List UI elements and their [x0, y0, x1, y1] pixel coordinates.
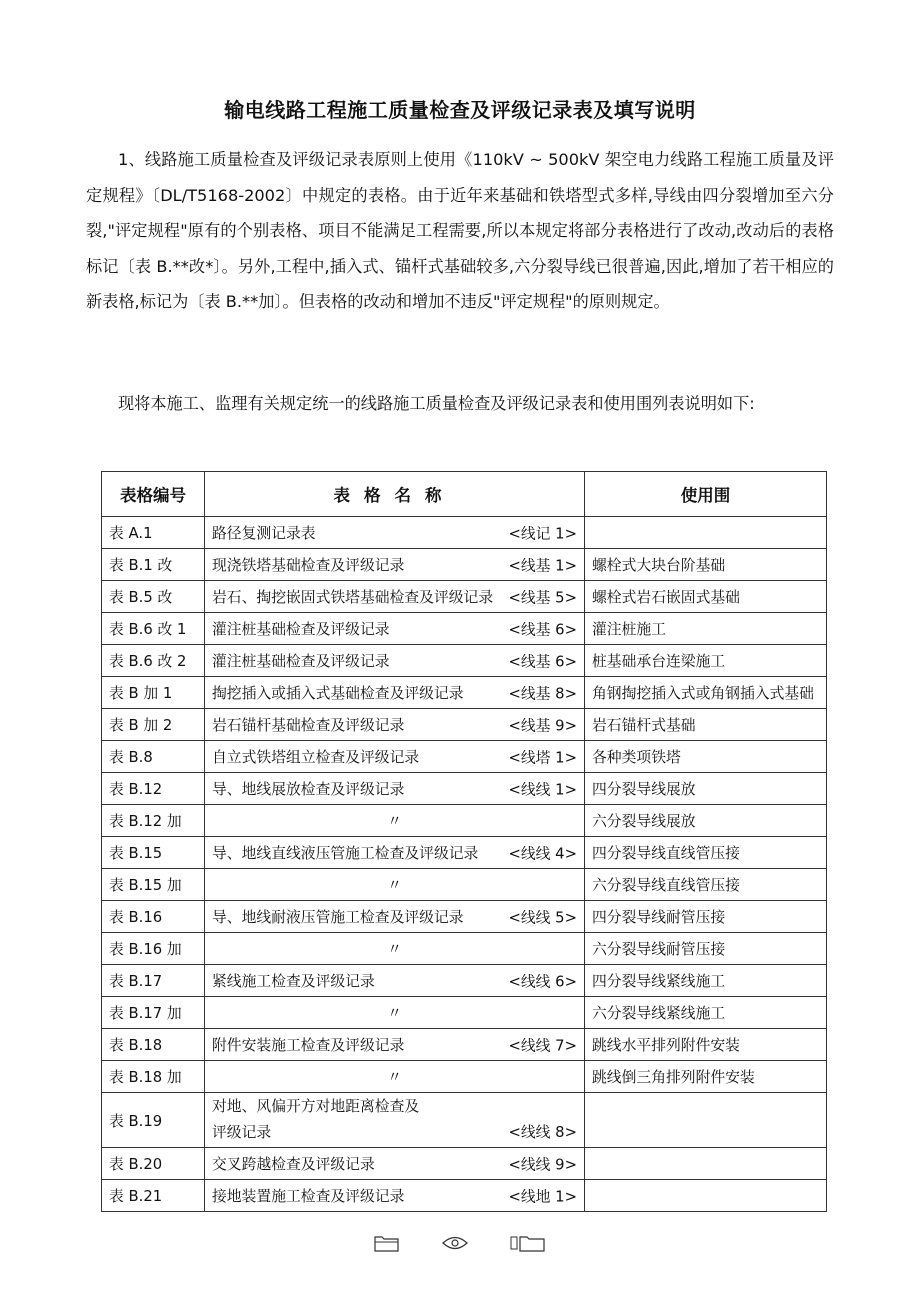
table-code-text: <线线 1> — [508, 781, 577, 798]
table-code-text: <线基 9> — [508, 717, 577, 734]
header-scope: 使用围 — [585, 472, 827, 517]
table-name-cell — [205, 805, 585, 837]
table-name-cell — [205, 773, 585, 805]
table-name-cell — [205, 1093, 585, 1148]
table-code-text: <线地 1> — [508, 1188, 577, 1205]
table-name-cell — [205, 549, 585, 581]
table-scope-cell — [585, 517, 827, 549]
table-name-text: 岩石、掏挖嵌固式铁塔基础检查及评级记录 — [212, 589, 494, 606]
table-scope-cell: 六分裂导线紧线施工 — [585, 997, 827, 1029]
table-scope-cell: 跳线倒三角排列附件安装 — [585, 1061, 827, 1093]
table-name-cell — [205, 869, 585, 901]
table-row — [102, 773, 827, 805]
table-name-text: 〃 — [387, 813, 402, 830]
header-table-name: 表格名称 — [205, 472, 585, 517]
table-number-cell: 表 B.16 — [102, 901, 205, 933]
table-row — [102, 517, 827, 549]
table-row — [102, 677, 827, 709]
table-scope-cell: 角钢掏挖插入式或角钢插入式基础 — [585, 677, 827, 709]
table-row — [102, 1148, 827, 1180]
table-scope-cell: 四分裂导线紧线施工 — [585, 965, 827, 997]
table-name-cell — [205, 933, 585, 965]
table-row — [102, 901, 827, 933]
table-scope-cell: 岩石锚杆式基础 — [585, 709, 827, 741]
table-number-cell: 表 B.18 加 — [102, 1061, 205, 1093]
table-row — [102, 869, 827, 901]
table-name-text: 附件安装施工检查及评级记录 — [212, 1037, 405, 1054]
table-row — [102, 837, 827, 869]
table-row — [102, 741, 827, 773]
table-name-cell — [205, 677, 585, 709]
table-scope-cell: 螺栓式大块台阶基础 — [585, 549, 827, 581]
table-scope-cell — [585, 1093, 827, 1148]
table-name-cell — [205, 517, 585, 549]
table-name-text: 现浇铁塔基础检查及评级记录 — [212, 557, 405, 574]
table-name-cell — [205, 645, 585, 677]
table-scope-cell: 跳线水平排列附件安装 — [585, 1029, 827, 1061]
record-table — [101, 471, 827, 1212]
table-name-cell — [205, 1180, 585, 1212]
table-number-cell: 表 B.19 — [102, 1093, 205, 1148]
table-name-cell — [205, 1148, 585, 1180]
header-table-number: 表格编号 — [102, 472, 205, 517]
table-row — [102, 1029, 827, 1061]
table-scope-cell: 六分裂导线直线管压接 — [585, 869, 827, 901]
table-number-cell: 表 A.1 — [102, 517, 205, 549]
table-number-cell: 表 B.5 改 — [102, 581, 205, 613]
table-row — [102, 1180, 827, 1212]
footer-icons — [0, 1234, 920, 1256]
table-scope-cell: 四分裂导线耐管压接 — [585, 901, 827, 933]
table-row — [102, 805, 827, 837]
table-name-text: 〃 — [387, 941, 402, 958]
table-row — [102, 613, 827, 645]
folder-icon — [374, 1237, 405, 1256]
table-number-cell: 表 B.12 加 — [102, 805, 205, 837]
table-scope-cell: 四分裂导线展放 — [585, 773, 827, 805]
table-number-cell: 表 B.1 改 — [102, 549, 205, 581]
eye-icon — [441, 1237, 474, 1256]
table-scope-cell: 六分裂导线耐管压接 — [585, 933, 827, 965]
table-row — [102, 581, 827, 613]
table-body — [102, 517, 827, 1212]
table-number-cell: 表 B 加 2 — [102, 709, 205, 741]
table-name-text: 交叉跨越检查及评级记录 — [212, 1156, 375, 1173]
table-name-cell — [205, 581, 585, 613]
table-number-cell: 表 B.16 加 — [102, 933, 205, 965]
table-row — [102, 645, 827, 677]
table-number-cell: 表 B.17 — [102, 965, 205, 997]
table-number-cell: 表 B.17 加 — [102, 997, 205, 1029]
table-code-text: <线线 8> — [508, 1124, 577, 1141]
table-scope-cell — [585, 1180, 827, 1212]
table-name-text: 〃 — [387, 1069, 402, 1086]
table-number-cell: 表 B.15 — [102, 837, 205, 869]
table-row — [102, 933, 827, 965]
table-scope-cell: 螺栓式岩石嵌固式基础 — [585, 581, 827, 613]
table-name-cell — [205, 1061, 585, 1093]
table-code-text: <线线 5> — [508, 909, 577, 926]
table-name-text: 接地装置施工检查及评级记录 — [212, 1188, 405, 1205]
table-number-cell: 表 B.18 — [102, 1029, 205, 1061]
table-number-cell: 表 B.12 — [102, 773, 205, 805]
table-row — [102, 965, 827, 997]
table-code-text: <线记 1> — [508, 525, 577, 542]
table-name-cell — [205, 837, 585, 869]
table-header-row — [102, 472, 827, 517]
table-name-cell — [205, 965, 585, 997]
table-number-cell: 表 B.6 改 1 — [102, 613, 205, 645]
table-scope-cell: 各种类项铁塔 — [585, 741, 827, 773]
table-name-cell — [205, 709, 585, 741]
table-name-cell — [205, 997, 585, 1029]
table-scope-cell: 六分裂导线展放 — [585, 805, 827, 837]
table-code-text: <线塔 1> — [508, 749, 577, 766]
table-name-text: 对地、风偏开方对地距离检查及评级记录 — [212, 1098, 420, 1141]
table-name-text: 〃 — [387, 877, 402, 894]
table-code-text: <线线 7> — [508, 1037, 577, 1054]
table-name-cell — [205, 613, 585, 645]
table-scope-cell — [585, 1148, 827, 1180]
table-row — [102, 549, 827, 581]
table-name-text: 导、地线展放检查及评级记录 — [212, 781, 405, 798]
table-code-text: <线基 6> — [508, 621, 577, 638]
table-number-cell: 表 B.20 — [102, 1148, 205, 1180]
table-number-cell: 表 B.8 — [102, 741, 205, 773]
table-name-text: 路径复测记录表 — [212, 525, 316, 542]
table-row — [102, 1061, 827, 1093]
table-code-text: <线基 1> — [508, 557, 577, 574]
table-row — [102, 997, 827, 1029]
table-code-text: <线基 8> — [508, 685, 577, 702]
table-name-text: 岩石锚杆基础检查及评级记录 — [212, 717, 405, 734]
table-name-text: 掏挖插入或插入式基础检查及评级记录 — [212, 685, 464, 702]
table-number-cell: 表 B 加 1 — [102, 677, 205, 709]
table-name-text: 灌注桩基础检查及评级记录 — [212, 621, 390, 638]
table-name-cell — [205, 901, 585, 933]
table-number-cell: 表 B.6 改 2 — [102, 645, 205, 677]
table-name-text: 紧线施工检查及评级记录 — [212, 973, 375, 990]
table-name-text: 灌注桩基础检查及评级记录 — [212, 653, 390, 670]
table-name-text: 导、地线耐液压管施工检查及评级记录 — [212, 909, 464, 926]
page-title: 输电线路工程施工质量检查及评级记录表及填写说明 — [224, 98, 696, 122]
list-intro-paragraph: 现将本施工、监理有关规定统一的线路施工质量检查及评级记录表和使用围列表说明如下: — [118, 394, 755, 413]
table-row — [102, 1093, 827, 1148]
table-name-cell — [205, 741, 585, 773]
table-scope-cell: 四分裂导线直线管压接 — [585, 837, 827, 869]
table-number-cell: 表 B.15 加 — [102, 869, 205, 901]
table-scope-cell: 桩基础承台连梁施工 — [585, 645, 827, 677]
table-name-text: 自立式铁塔组立检查及评级记录 — [212, 749, 420, 766]
table-number-cell: 表 B.21 — [102, 1180, 205, 1212]
table-code-text: <线线 6> — [508, 973, 577, 990]
table-code-text: <线线 9> — [508, 1156, 577, 1173]
table-code-text: <线基 5> — [508, 589, 577, 606]
table-code-text: <线基 6> — [508, 653, 577, 670]
table-name-text: 〃 — [387, 1005, 402, 1022]
table-name-text: 导、地线直线液压管施工检查及评级记录 — [212, 845, 479, 862]
table-scope-cell: 灌注桩施工 — [585, 613, 827, 645]
table-name-cell — [205, 1029, 585, 1061]
intro-paragraph: 1、线路施工质量检查及评级记录表原则上使用《110kV ~ 500kV 架空电力线路工程施工质量及评定规程》〔DL/T5168-2002〕中规定的表格。由于近年来基础和铁塔型式多样,导线由四分裂增加至六分裂,"评定规程"原有的个别表格、项目不能满足工程需要,所以本规定将部分表格进行了改动,改动后的表格标记〔表 B.**改*〕。另外,工程中,插入式、锚杆式基础较多,六分裂导线已很普遍,因此,增加了若干相应的新表格,标记为〔表 B.**加〕。但表格的改动和增加不违反"评定规程"的原则规定。 — [86, 150, 834, 311]
table-code-text: <线线 4> — [508, 845, 577, 862]
table-row — [102, 709, 827, 741]
folder-plus-icon — [510, 1237, 546, 1256]
